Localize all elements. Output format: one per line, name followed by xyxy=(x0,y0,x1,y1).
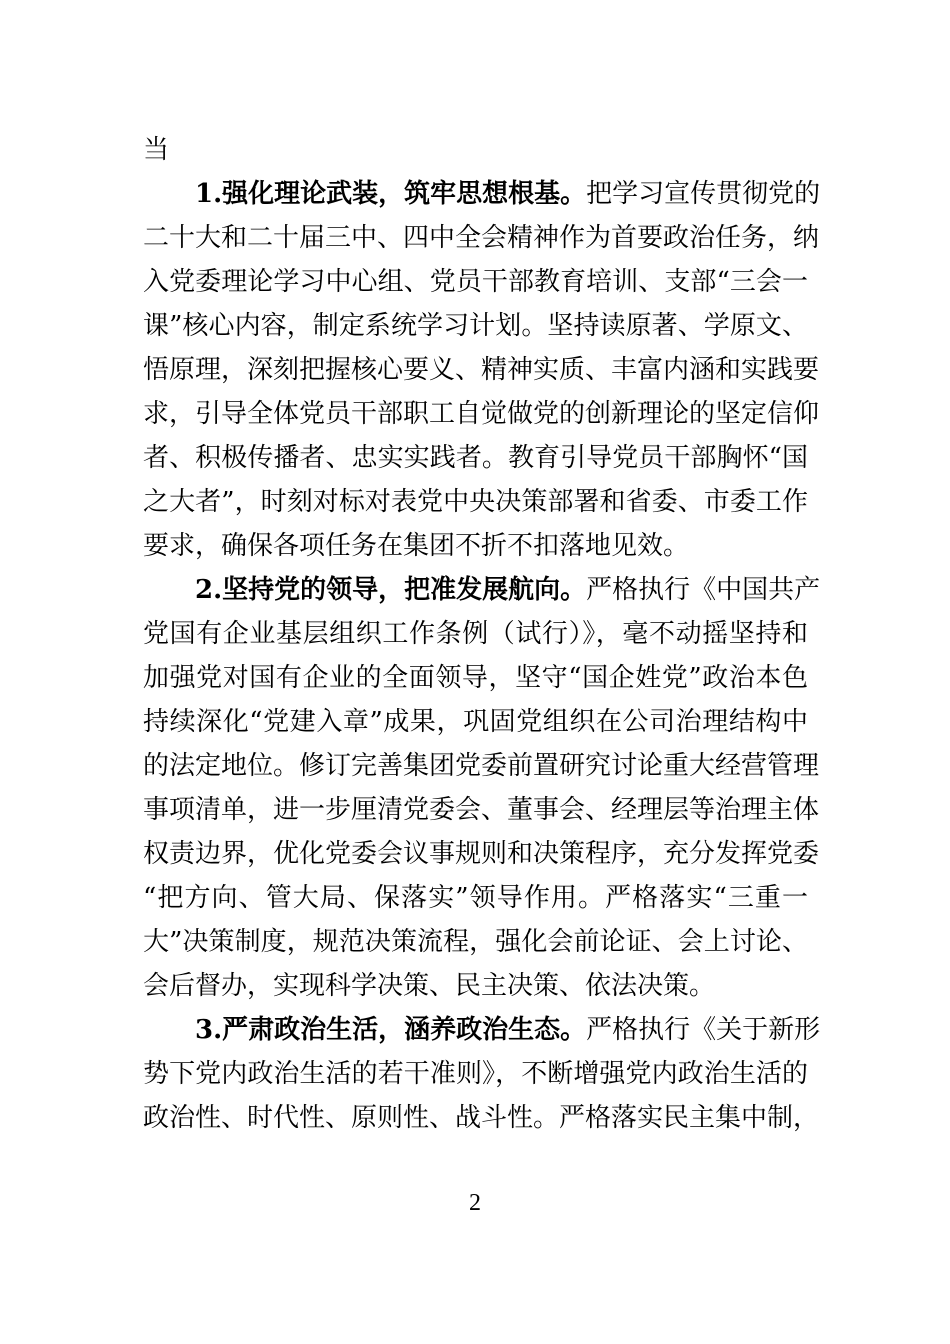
body-line: 之大者”，时刻对标对表党中央决策部署和省委、市委工作 xyxy=(143,487,808,517)
body-line: 要求，确保各项任务在集团不折不扣落地见效。 xyxy=(143,531,690,561)
body-line: 者、积极传播者、忠实实践者。教育引导党员干部胸怀“国 xyxy=(143,443,808,473)
section-1-first-line xyxy=(195,172,821,216)
body-line: 的法定地位。修订完善集团党委前置研究讨论重大经营管理 xyxy=(143,751,820,781)
body-line: 入党委理论学习中心组、党员干部教育培训、支部“三会一 xyxy=(143,267,808,297)
body-line: 课”核心内容，制定系统学习计划。坚持读原著、学原文、 xyxy=(143,311,808,341)
section-2-heading: 2.坚持党的领导，把准发展航向。 xyxy=(195,575,587,605)
body-line: 大”决策制度，规范决策流程，强化会前论证、会上讨论、 xyxy=(143,927,808,957)
body-line: 事项清单，进一步厘清党委会、董事会、经理层等治理主体 xyxy=(143,795,820,825)
body-line: 二十大和二十届三中、四中全会精神作为首要政治任务，纳 xyxy=(143,223,820,253)
body-line: 求，引导全体党员干部职工自觉做党的创新理论的坚定信仰 xyxy=(143,399,820,429)
section-3-first-line xyxy=(195,1008,821,1052)
section-3-heading: 3.严肃政治生活，涵养政治生态。 xyxy=(195,1015,587,1045)
body-line: 加强党对国有企业的全面领导，坚守“国企姓党”政治本色 xyxy=(143,663,808,693)
section-2-first-line-text: 严格执行《中国共产 xyxy=(586,575,821,605)
body-line: 势下党内政治生活的若干准则》，不断增强党内政治生活的 xyxy=(143,1059,808,1089)
continuation-fragment: 当 xyxy=(143,135,170,165)
section-1-first-line-text: 把学习宣传贯彻党的 xyxy=(586,179,821,209)
body-line: 政治性、时代性、原则性、战斗性。严格落实民主集中制， xyxy=(143,1103,820,1133)
section-3-first-line-text: 严格执行《关于新形 xyxy=(586,1015,821,1045)
body-line: 会后督办，实现科学决策、民主决策、依法决策。 xyxy=(143,971,716,1001)
body-line: “把方向、管大局、保落实”领导作用。严格落实“三重一 xyxy=(143,883,808,913)
page-number: 2 xyxy=(469,1190,481,1216)
section-1-heading: 1.强化理论武装，筑牢思想根基。 xyxy=(195,179,587,209)
body-line: 持续深化“党建入章”成果，巩固党组织在公司治理结构中 xyxy=(143,707,808,737)
body-line: 权责边界，优化党委会议事规则和决策程序，充分发挥党委 xyxy=(143,839,820,869)
body-line: 党国有企业基层组织工作条例（试行）》，毫不动摇坚持和 xyxy=(143,619,808,649)
body-line: 悟原理，深刻把握核心要义、精神实质、丰富内涵和实践要 xyxy=(143,355,820,385)
section-2-first-line xyxy=(195,568,821,612)
